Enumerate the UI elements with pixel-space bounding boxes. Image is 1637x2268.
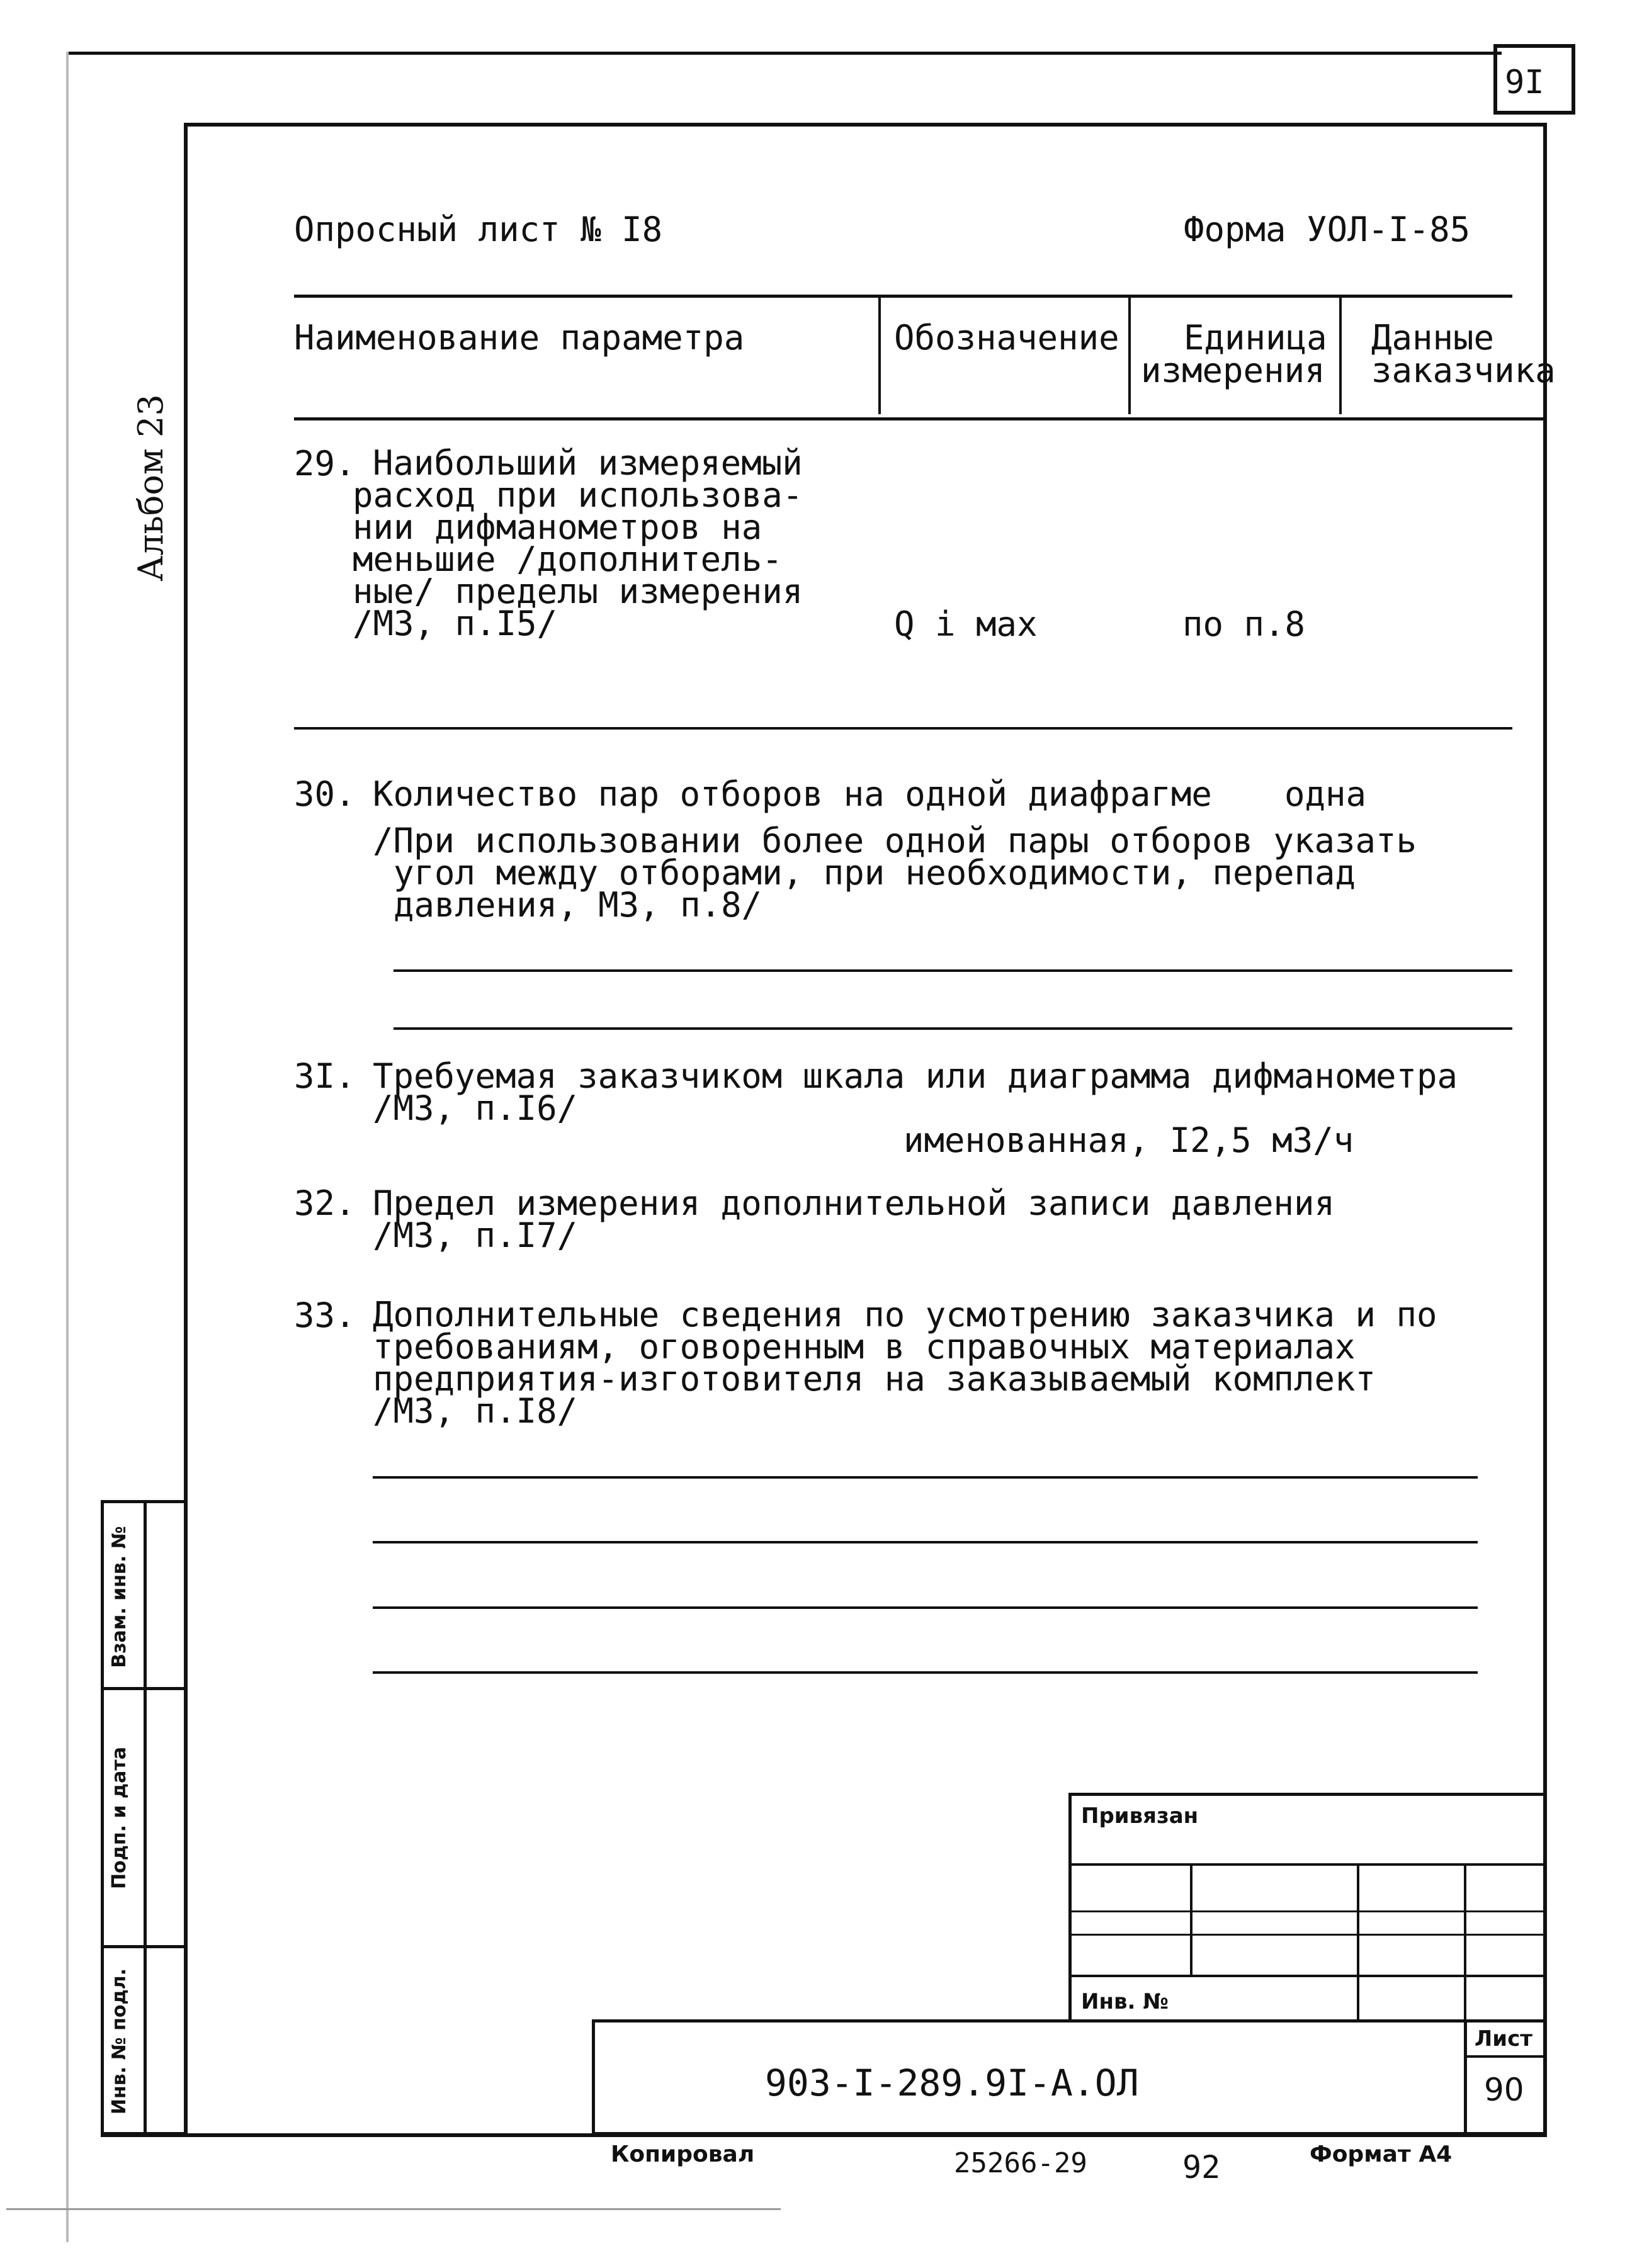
binding-row-1: [1068, 1863, 1547, 1866]
privyazan-label: Привязан: [1081, 1803, 1199, 1829]
item-31-value: именованная, I2,5 м3/ч: [903, 1120, 1354, 1160]
list-divider-vertical: [1464, 2019, 1467, 2135]
side-stamp-col-divider: [144, 1500, 147, 2135]
col-divider-3: [1339, 296, 1342, 414]
header-unit-1: Единица: [1184, 318, 1327, 358]
item-29-line-6: /МЗ, п.I5/: [353, 604, 558, 643]
item-29-separator: [294, 727, 1512, 730]
item-33-line-2: требованиям, оговоренным в справочных материалах: [373, 1327, 1356, 1367]
table-header-bottom-line: [294, 417, 1547, 420]
form-title: Опросный лист № I8: [294, 210, 663, 249]
item-30-note-3: давления, МЗ, п.8/: [394, 885, 762, 925]
item-32-text: Предел измерения дополнительной записи давления: [373, 1183, 1335, 1223]
footer-order-number: 25266-29: [954, 2147, 1087, 2179]
binding-col-2: [1357, 1863, 1359, 2023]
binding-col-1: [1190, 1863, 1192, 1977]
item-33-number: 33.: [294, 1295, 356, 1335]
album-label: Альбом 23: [131, 394, 171, 582]
item-29-line-3: нии дифманометров на: [353, 507, 762, 547]
item-30-answer-line-2: [394, 1027, 1512, 1030]
item-32-number: 32.: [294, 1183, 356, 1223]
item-29-line-4: меньшие /дополнитель-: [353, 539, 783, 579]
header-param: Наименование параметра: [294, 318, 745, 358]
item-33-answer-line-3: [373, 1606, 1478, 1609]
item-29-line-1: Наибольший измеряемый: [373, 443, 803, 483]
side-stamp-vzam: Взам. инв. №: [108, 1526, 130, 1668]
item-31-number: 3I.: [294, 1056, 356, 1096]
page-number: 9I: [1505, 64, 1544, 101]
binding-row-3: [1068, 1934, 1547, 1936]
outer-left-border: [66, 52, 69, 2242]
table-header-top-line: [294, 295, 1512, 298]
inv-no-label: Инв. №: [1081, 1989, 1169, 2014]
item-29-line-5: ные/ пределы измерения: [353, 572, 803, 611]
col-divider-1: [878, 296, 881, 414]
item-30-note-1: /При использовании более одной пары отборов указать: [373, 821, 1417, 860]
list-divider-horizontal: [1464, 2055, 1547, 2058]
item-31-ref: /МЗ, п.I6/: [373, 1088, 578, 1128]
item-33-answer-line-4: [373, 1671, 1478, 1674]
item-30-value: одна: [1284, 774, 1367, 814]
footer-format: Формат А4: [1310, 2141, 1453, 2167]
document-code: 903-I-289.9I-А.ОЛ: [765, 2062, 1139, 2104]
item-30-text: Количество пар отборов на одной диафрагме: [373, 774, 1212, 814]
item-29-designation: Q i мах: [894, 604, 1038, 644]
header-unit-2: измерения: [1141, 351, 1325, 390]
form-code: Форма УОЛ-I-85: [1184, 210, 1471, 249]
item-31-text: Требуемая заказчиком шкала или диаграмма дифманометра: [373, 1056, 1458, 1096]
item-33-line-4: /МЗ, п.I8/: [373, 1391, 578, 1431]
item-32-ref: /МЗ, п.I7/: [373, 1216, 578, 1255]
list-label: Лист: [1475, 2026, 1532, 2051]
outer-top-border: [66, 52, 1502, 55]
outer-bottom-border: [6, 2208, 781, 2210]
item-33-answer-line-1: [373, 1476, 1478, 1479]
col-divider-2: [1128, 296, 1131, 414]
item-29-number: 29.: [294, 444, 356, 483]
footer-kopiroval: Копировал: [611, 2141, 755, 2167]
frame-top: [184, 123, 1547, 127]
header-data-2: заказчика: [1371, 351, 1556, 390]
item-30-answer-line-1: [394, 969, 1512, 972]
binding-row-4: [1068, 1975, 1547, 1977]
header-data-1: Данные: [1371, 318, 1495, 358]
side-stamp-row-1: [101, 1687, 188, 1690]
binding-row-2: [1068, 1910, 1547, 1912]
header-designation: Обозначение: [894, 318, 1119, 358]
item-33-line-3: предприятия-изготовителя на заказываемый комплект: [373, 1359, 1376, 1399]
side-stamp-podp: Подп. и дата: [108, 1746, 130, 1890]
item-30-note-2: угол между отборами, при необходимости, перепад: [394, 853, 1356, 893]
footer-page-number: 92: [1182, 2149, 1221, 2186]
item-30-number: 30.: [294, 774, 356, 814]
item-29-line-2: расход при использова-: [353, 475, 803, 515]
item-29-unit: по п.8: [1182, 604, 1306, 644]
binding-col-3: [1464, 1863, 1466, 2023]
list-number: 90: [1484, 2072, 1524, 2108]
item-33-line-1: Дополнительные сведения по усмотрению заказчика и по: [373, 1295, 1437, 1334]
side-stamp-inv: Инв. № подл.: [108, 1968, 130, 2115]
item-33-answer-line-2: [373, 1541, 1478, 1543]
